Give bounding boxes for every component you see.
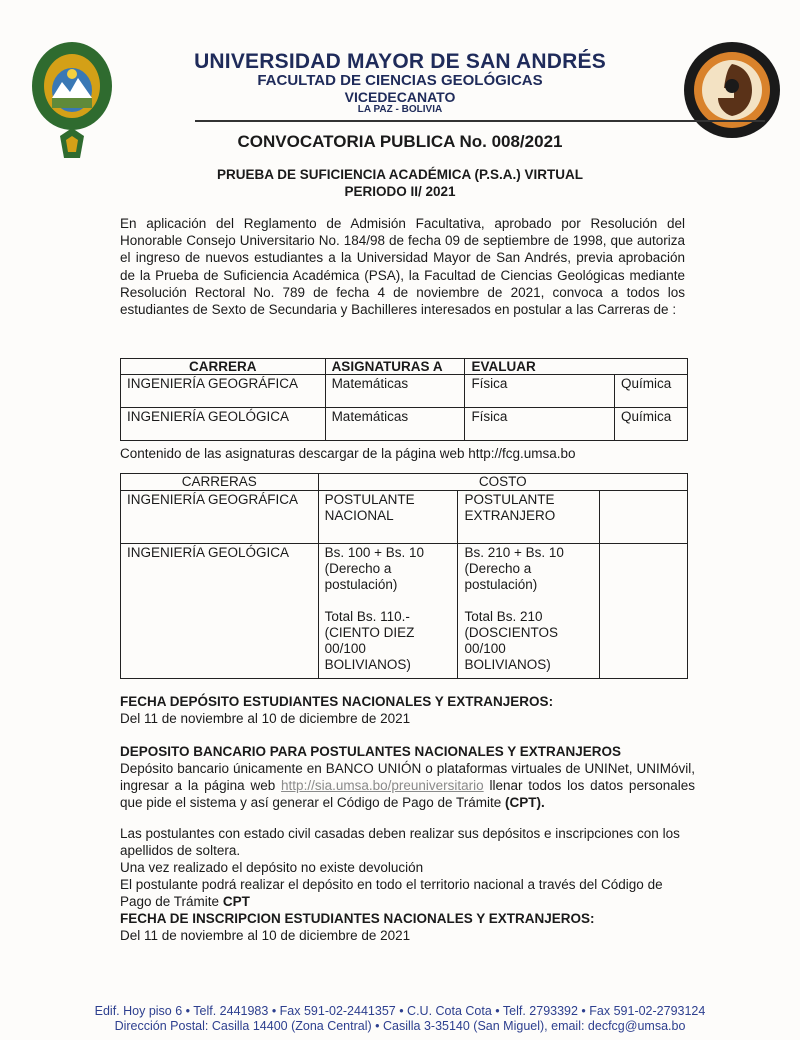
footer-address: Dirección Postal: Casilla 14400 (Zona Central) • Casilla 3-35140 (San Miguel), email: decfcg@umsa.bo [114,1019,686,1033]
table-cell: Química [615,408,688,441]
table-cell: INGENIERÍA GEOLÓGICA [121,408,326,441]
faculty-seal-icon [682,40,782,140]
table-row [121,544,688,679]
table-cell: Física [465,408,615,441]
table-cell [600,491,688,544]
table-cell: INGENIERÍA GEOLÓGICA [121,544,319,679]
table-cell: Física [465,375,615,408]
bank-deposit-section [120,743,695,811]
deposit-dates-text: Del 11 de noviembre al 10 de diciembre de 2021 [120,711,411,726]
table-cell [318,544,458,679]
announcement-period: PERIODO II/ 2021 [344,184,456,199]
table-header-row [121,359,688,375]
territory-note-code: CPT [222,894,250,909]
table-cell: POSTULANTE NACIONAL [318,491,458,544]
preuniversitario-link[interactable]: http://sia.umsa.bo/preuniversitario [281,778,484,793]
married-note: Las postulantes con estado civil casadas deben realizar sus depósitos e inscripciones con los apellidos de soltera. [120,826,680,858]
table-cell: Matemáticas [325,408,465,441]
table-cell [600,544,688,679]
intro-paragraph: En aplicación del Reglamento de Admisión Facultativa, aprobado por Resolución del Honorable Consejo Universitario No. 184/98 de fecha 09 de septiembre de 1998, que autoriza el ingreso de nuevos estudiantes a la Universidad Mayor de San Andrés, previa aprobación de la Prueba de Suficiencia Académica (PSA), la Facultad de Ciencias Geológicas mediante Resolución Rectoral No. 789 de fecha 4 de noviembre de 2021, convoca a todos los estudiantes de Sexto de Secundaria y Bachilleres interesados en postular a las Carreras de : [120,216,685,318]
bank-deposit-text-end: llenar todos los datos personales que pide el sistema y así generar el Código de Pago de Trámite [120,778,695,810]
university-seal-icon [30,40,114,164]
bank-deposit-text [120,760,695,811]
footer-contact: Edif. Hoy piso 6 • Telf. 2441983 • Fax 591-02-2441357 • C.U. Cota Cota • Telf. 2793392 • Fax 591-02-2793124 [94,1004,706,1018]
refund-note: Una vez realizado el depósito no existe devolución [120,860,424,875]
announcement-title: CONVOCATORIA PUBLICA No. 008/2021 [237,132,563,151]
table-cell: Química [615,375,688,408]
cost-table [120,473,688,679]
table-header-row [121,474,688,491]
deposit-dates-title: FECHA DEPÓSITO ESTUDIANTES NACIONALES Y EXTRANJEROS: [120,694,554,709]
table-cell: INGENIERÍA GEOGRÁFICA [121,375,326,408]
table-cell [458,544,600,679]
city-name: LA PAZ - BOLIVIA [357,104,443,115]
table-row [121,408,688,441]
table-row [121,491,688,544]
subjects-note: Contenido de las asignaturas descargar de la página web http://fcg.umsa.bo [120,446,576,461]
header-divider [195,120,765,122]
table-row [121,375,688,408]
announcement-subtitle: PRUEBA DE SUFICIENCIA ACADÉMICA (P.S.A.) VIRTUAL [216,167,584,182]
notes-section [120,825,695,944]
table-header: EVALUAR [465,359,688,375]
table-header: COSTO [318,474,687,491]
university-name: UNIVERSIDAD MAYOR DE SAN ANDRÉS [194,50,606,73]
registration-dates-title: FECHA DE INSCRIPCION ESTUDIANTES NACIONALES Y EXTRANJEROS: [120,911,595,926]
table-cell: POSTULANTE EXTRANJERO [458,491,600,544]
table-header: CARRERAS [121,474,319,491]
cpt-code: (CPT). [505,795,545,810]
national-total: Total Bs. 110.- (CIENTO DIEZ 00/100 BOLIVIANOS) [324,609,415,672]
bank-deposit-title: DEPOSITO BANCARIO PARA POSTULANTES NACIONALES Y EXTRANJEROS [120,744,622,759]
table-header: ASIGNATURAS A [325,359,465,375]
foreign-fee: Bs. 210 + Bs. 10 (Derecho a postulación) [464,545,564,592]
deposit-dates-section [120,693,695,727]
territory-note-text: El postulante podrá realizar el depósito en todo el territorio nacional a través del Código de Pago de Trámite [120,877,663,909]
bank-deposit-text-start: Depósito bancario únicamente en BANCO UNIÓN o plataformas virtuales de UNINet, UNIMóvil, ingresar a la página web [120,761,695,793]
subjects-table [120,358,688,441]
table-cell: Matemáticas [325,375,465,408]
foreign-total: Total Bs. 210 (DOSCIENTOS 00/100 BOLIVIANOS) [464,609,558,672]
faculty-name: FACULTAD DE CIENCIAS GEOLÓGICAS [257,72,543,89]
registration-dates-text: Del 11 de noviembre al 10 de diciembre de 2021 [120,928,411,943]
territory-note [120,876,695,910]
table-header: CARRERA [121,359,326,375]
national-fee: Bs. 100 + Bs. 10 (Derecho a postulación) [324,545,425,592]
office-name: VICEDECANATO [344,89,456,105]
table-cell: INGENIERÍA GEOGRÁFICA [121,491,319,544]
